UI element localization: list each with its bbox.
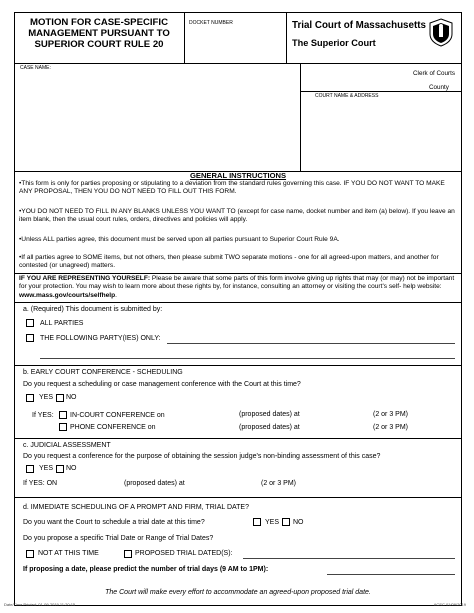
conference-no-checkbox[interactable] xyxy=(56,394,64,402)
trial-yes-label: YES xyxy=(265,519,280,526)
assessment-no-checkbox[interactable] xyxy=(56,465,64,473)
conference-no-label: NO xyxy=(66,394,77,401)
proposed-trial-dates-label: PROPOSED TRIAL DATED(S): xyxy=(135,550,233,557)
self-help-link[interactable]: www.mass.gov/courts/selfhelp xyxy=(19,291,116,299)
following-parties-checkbox[interactable] xyxy=(26,334,34,342)
docket-number-field[interactable] xyxy=(185,27,285,62)
case-name-field[interactable] xyxy=(17,71,297,169)
print-timestamp: Date/Time Printed: 01-09-2019 11:20:15 xyxy=(4,602,76,607)
section-c-question: Do you request a conference for the purpose of obtaining the session judge's non-binding assessment of this case? xyxy=(23,453,381,460)
court-address-field[interactable] xyxy=(302,99,458,169)
assessment-if-yes-label: If YES: ON xyxy=(23,480,58,487)
instruction-4: •If all parties agree to SOME items, but not others, then please submit TWO separate motions - one for all agreed-upon matters, and another for contested (or unagreed) matters. xyxy=(19,254,439,270)
section-c-heading: c. JUDICIAL ASSESSMENT xyxy=(23,442,111,449)
form-title: MOTION FOR CASE-SPECIFIC MANAGEMENT PURSUANT TO SUPERIOR COURT RULE 20 xyxy=(28,17,170,50)
in-court-conference-checkbox[interactable] xyxy=(59,411,67,419)
trial-range-question: Do you propose a specific Trial Date or Range of Trial Dates? xyxy=(23,535,214,542)
trial-days-line[interactable] xyxy=(327,574,455,575)
assessment-no-label: NO xyxy=(66,465,77,472)
phone-conference-checkbox[interactable] xyxy=(59,423,67,431)
conference-yes-label: YES xyxy=(39,394,54,401)
section-b-heading: b. EARLY COURT CONFERENCE - SCHEDULING xyxy=(23,369,183,376)
proposed-trial-dates-checkbox[interactable] xyxy=(124,550,132,558)
trial-yes-checkbox[interactable] xyxy=(253,518,261,526)
case-name-label: CASE NAME: xyxy=(20,65,51,71)
assessment-time-label: (2 or 3 PM) xyxy=(261,480,297,487)
court-name-address-label: COURT NAME & ADDRESS xyxy=(315,93,379,99)
conference-if-yes-label: If YES: xyxy=(32,412,54,419)
self-rep-lead: IF YOU ARE REPRESENTING YOURSELF: xyxy=(19,275,151,282)
instruction-2: •YOU DO NOT NEED TO FILL IN ANY BLANKS UNLESS YOU WANT TO (except for case name, docket number and item (a) below). If you leave an item blank, then the usual court rules, orders, directives and policies will apply. xyxy=(19,208,455,224)
county-label: County xyxy=(429,84,449,91)
following-parties-label: THE FOLLOWING PARTY(IES) ONLY: xyxy=(40,335,161,342)
trial-no-label: NO xyxy=(293,519,304,526)
phone-proposed-label: (proposed dates) at xyxy=(239,424,300,431)
section-b-question: Do you request a scheduling or case management conference with the Court at this time? xyxy=(23,381,301,388)
all-parties-label: ALL PARTIES xyxy=(40,320,84,327)
massachusetts-seal-icon xyxy=(427,17,455,47)
assessment-proposed-label: (proposed dates) at xyxy=(124,480,185,487)
instructions-heading: GENERAL INSTRUCTIONS xyxy=(189,171,287,180)
proposed-trial-dates-line[interactable] xyxy=(243,558,455,559)
docket-number-label: DOCKET NUMBER xyxy=(189,20,233,26)
instruction-3: •Unless ALL parties agree, this document must be served upon all parties pursuant to Superior Court Rule 9A. xyxy=(19,236,340,243)
in-court-proposed-label: (proposed dates) at xyxy=(239,411,300,418)
motion-form xyxy=(14,12,462,606)
court-department: The Superior Court xyxy=(292,38,376,48)
not-at-this-time-checkbox[interactable] xyxy=(26,550,34,558)
parties-line-2[interactable] xyxy=(40,358,455,359)
assessment-yes-label: YES xyxy=(39,465,54,472)
not-at-this-time-label: NOT AT THIS TIME xyxy=(38,550,99,557)
trial-days-prompt: If proposing a date, please predict the number of trial days (9 AM to 1PM): xyxy=(23,566,269,573)
phone-conference-label: PHONE CONFERENCE on xyxy=(70,424,156,431)
trial-date-question: Do you want the Court to schedule a trial date at this time? xyxy=(23,519,205,526)
phone-time-label: (2 or 3 PM) xyxy=(373,424,409,431)
in-court-time-label: (2 or 3 PM) xyxy=(373,411,409,418)
trial-no-checkbox[interactable] xyxy=(282,518,290,526)
clerk-of-courts-label: Clerk of Courts xyxy=(413,70,455,77)
section-a-heading: a. (Required) This document is submitted by: xyxy=(23,306,163,313)
self-representation-notice: IF YOU ARE REPRESENTING YOURSELF: Please be aware that some parts of this form involve giving up rights that may (or may) not be important for your protection. You may wish to learn more about these rights by, for instance, consulting an attorney or visiting the court's self- help website: www.mass.gov/courts/selfhelp. xyxy=(19,275,455,299)
form-code: ACSC 01/09/2019 xyxy=(433,602,466,607)
trial-date-note: The Court will make every effort to accommodate an agreed-upon proposed trial date. xyxy=(105,589,371,596)
court-name: Trial Court of Massachusetts xyxy=(292,20,426,31)
instruction-1: •This form is only for parties proposing or stipulating to a deviation from the standard rules governing this case. IF YOU DO NOT WANT TO MAKE ANY PROPOSAL, THEN YOU DO NOT NEED TO FILL OUT THIS FORM. xyxy=(19,180,445,196)
self-rep-text: Please be aware that some parts of this form involve giving up rights that may (or may) not be important for your protection. You may wish to learn more about these rights by, for instance, consulting an attorney or visiting the court's self- help website: xyxy=(19,275,455,291)
conference-yes-checkbox[interactable] xyxy=(26,394,34,402)
assessment-yes-checkbox[interactable] xyxy=(26,465,34,473)
parties-line-1[interactable] xyxy=(167,343,455,344)
in-court-conference-label: IN-COURT CONFERENCE on xyxy=(70,412,165,419)
all-parties-checkbox[interactable] xyxy=(26,319,34,327)
section-d-heading: d. IMMEDIATE SCHEDULING OF A PROMPT AND FIRM, TRIAL DATE? xyxy=(23,504,249,511)
